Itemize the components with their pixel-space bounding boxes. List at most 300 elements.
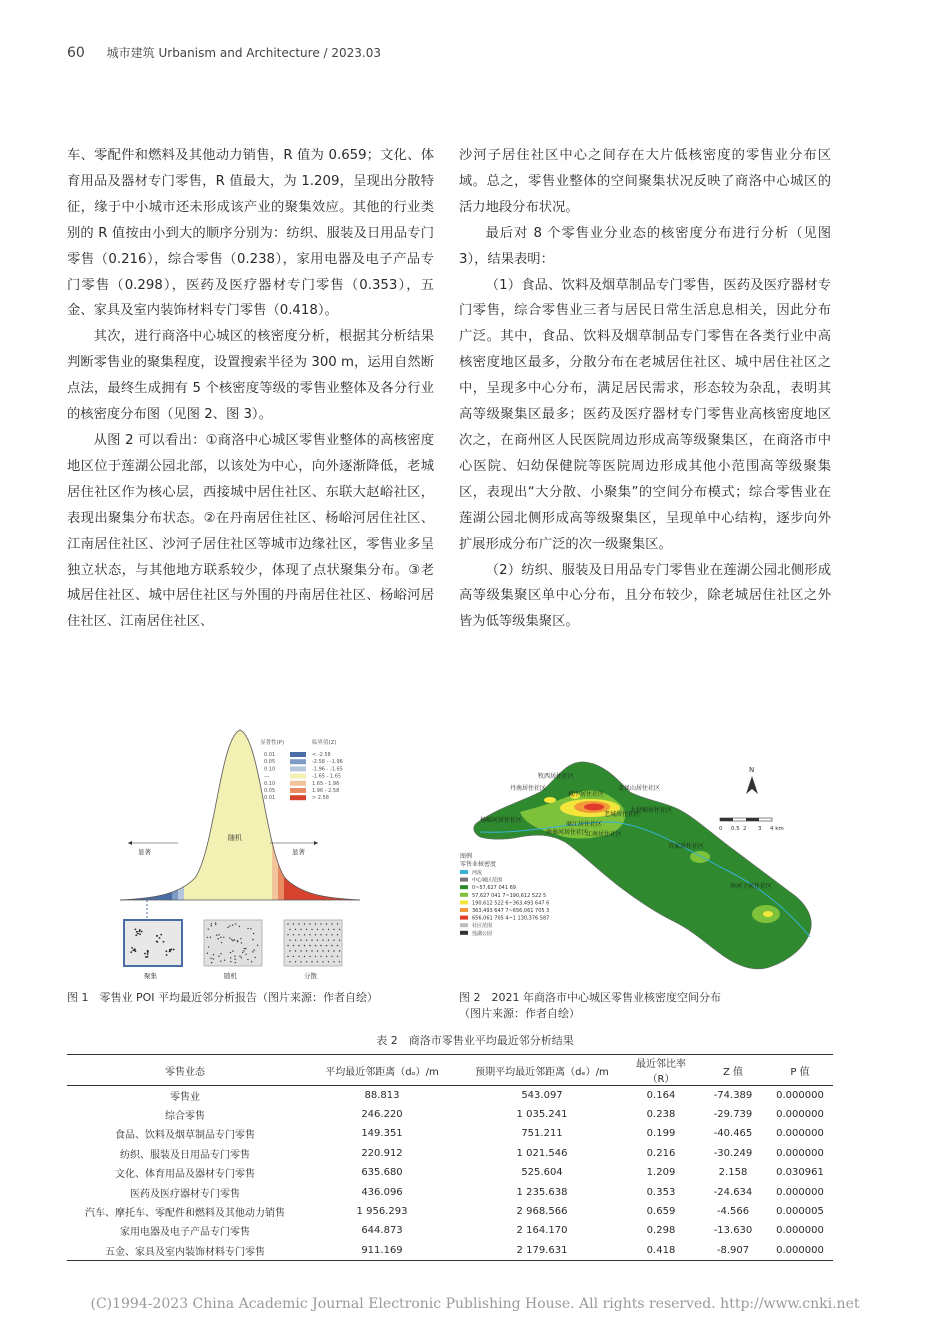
table-cell: 436.096: [361, 1186, 403, 1198]
dot-cluster: [130, 951, 132, 953]
dot-random: [215, 922, 216, 923]
table-cell: 751.211: [521, 1128, 563, 1140]
dot-dispersed: [289, 929, 290, 930]
dot-dispersed: [311, 950, 312, 951]
dot-random: [252, 951, 253, 952]
dot-dispersed: [298, 956, 299, 957]
dot-dispersed: [315, 934, 316, 935]
table-cell: 汽车、摩托车、零配件和燃料及其他动力销售: [85, 1208, 285, 1220]
dot-cluster: [144, 953, 146, 955]
legend-label: 363,493 647 7~656,061 705 3: [472, 908, 550, 914]
table-cell: -8.907: [699, 1241, 767, 1260]
dot-random: [244, 948, 245, 949]
legend-subtitle: 零售业核密度: [460, 861, 497, 868]
dot-random: [217, 938, 218, 939]
legend-swatch: [290, 774, 306, 779]
legend-z-value: -1.96 - -1.65: [312, 766, 343, 773]
dot-random: [252, 939, 253, 940]
dot-dispersed: [326, 956, 327, 957]
dot-random: [230, 957, 231, 958]
legend-title: 图例: [460, 853, 473, 860]
dot-dispersed: [309, 923, 310, 924]
table-cell: 911.169: [303, 1241, 461, 1260]
dot-random: [239, 955, 240, 956]
table-2-caption: 表 2 商洛市零售业平均最近邻分析结果: [376, 1034, 574, 1047]
dot-random: [224, 960, 225, 961]
label-significant-right: 显著: [292, 848, 305, 856]
dot-dispersed: [295, 961, 296, 962]
table-cell: 0.000005: [776, 1206, 824, 1218]
table-cell: 149.351: [361, 1128, 403, 1140]
dot-random: [253, 933, 254, 934]
dot-dispersed: [306, 950, 307, 951]
dot-dispersed: [289, 961, 290, 962]
dot-dispersed: [311, 929, 312, 930]
table-2-nearest-neighbor-results: [67, 1054, 833, 1261]
table-row: [67, 1202, 833, 1221]
paragraph: （2）纺织、服装及日用品专门零售业在莲湖公园北侧形成高等级集聚区单中心分布，且分布较少，除老城居住社区之外皆为低等级集聚区。: [459, 562, 831, 630]
table-cell: 2 164.170: [516, 1225, 568, 1237]
table-cell: 0.164: [646, 1089, 676, 1101]
table-cell: 2 179.631: [461, 1241, 623, 1260]
dot-cluster: [169, 951, 171, 953]
district-label: 城中居住社区: [568, 791, 605, 798]
dot-dispersed: [287, 945, 288, 946]
dot-dispersed: [304, 956, 305, 957]
dot-cluster: [139, 933, 141, 935]
table-cell: 0.000000: [776, 1089, 824, 1101]
scale-label: 4 km: [770, 826, 784, 832]
dot-dispersed: [333, 929, 334, 930]
dot-dispersed: [306, 961, 307, 962]
dot-dispersed: [339, 961, 340, 962]
legend-swatch: [290, 781, 306, 786]
table-row: [67, 1105, 833, 1124]
table-header-row: [67, 1055, 833, 1086]
figure-2-caption: [459, 990, 721, 1022]
district-label: 老城居住社区: [604, 811, 641, 818]
dot-cluster: [134, 948, 136, 950]
table-cell: -24.634: [713, 1186, 753, 1198]
legend-p-value: 0.01: [264, 795, 276, 802]
legend-z-header: 临界值(Z): [312, 740, 337, 746]
dot-random: [232, 940, 233, 941]
dot-dispersed: [328, 940, 329, 941]
table-cell: 纺织、服装及日用品专门零售: [120, 1149, 250, 1161]
dot-dispersed: [300, 961, 301, 962]
dot-random: [220, 937, 221, 938]
dot-random: [231, 939, 232, 940]
table-cell: -40.465: [713, 1128, 753, 1140]
dot-dispersed: [293, 956, 294, 957]
dot-random: [211, 925, 212, 926]
table-cell: 525.604: [521, 1167, 563, 1179]
table-cell: 644.873: [361, 1225, 403, 1237]
table-row: [67, 1124, 833, 1143]
dot-cluster: [132, 950, 134, 952]
dot-dispersed: [337, 934, 338, 935]
dot-dispersed: [287, 956, 288, 957]
legend-p-header: 显著性(P): [260, 740, 285, 746]
dot-dispersed: [315, 923, 316, 924]
dot-random: [210, 958, 211, 959]
legend-label: 656,061 705 4~1 130,376 587: [472, 915, 550, 922]
dot-random: [234, 959, 235, 960]
legend-z-value: -1.65 - 1.65: [312, 773, 342, 780]
north-label: N: [749, 766, 755, 774]
dot-dispersed: [300, 940, 301, 941]
legend-label: 190,612 522 6~363,493 647 6: [472, 900, 550, 907]
legend-p-value: ---: [264, 773, 270, 780]
dot-dispersed: [289, 950, 290, 951]
dot-cluster: [165, 950, 167, 952]
page-header: [67, 44, 381, 61]
dot-random: [211, 962, 212, 963]
legend-swatch: [290, 759, 306, 764]
dot-random: [234, 956, 235, 957]
dot-random: [232, 950, 233, 951]
dot-dispersed: [287, 934, 288, 935]
district-label: 青家居住社区: [668, 843, 705, 850]
dot-random: [229, 937, 230, 938]
dot-dispersed: [317, 961, 318, 962]
dot-cluster: [169, 949, 171, 951]
dot-random: [240, 938, 241, 939]
table-cell: 零售业: [170, 1091, 200, 1103]
dot-dispersed: [339, 929, 340, 930]
scale-label: 2: [743, 826, 747, 832]
paragraph: 其次，进行商洛中心城区的核密度分析，根据其分析结果判断零售业的聚集程度，设置搜索半径为 300 m，运用自然断点法，最终生成拥有 5 个核密度等级的零售业整体及各分行业的核密度分布图（见图 2、图 3）。: [67, 329, 434, 423]
dot-dispersed: [333, 961, 334, 962]
dot-cluster: [147, 950, 149, 952]
table-cell: 2 968.566: [516, 1206, 568, 1218]
district-label: 杨峪河居住社区: [480, 817, 523, 824]
paragraph: 沙河子居住社区中心之间存在大片低核密度的零售业分布区域。总之，零售业整体的空间聚集状况反映了商洛中心城区的活力地段分布状况。: [459, 148, 831, 215]
legend-z-value: < -2.58: [312, 752, 331, 758]
dot-dispersed: [331, 923, 332, 924]
dot-random: [218, 956, 219, 957]
panel-label-cluster: 聚集: [144, 972, 157, 980]
table-cell: 0.030961: [776, 1167, 824, 1179]
dot-dispersed: [328, 929, 329, 930]
dot-dispersed: [311, 961, 312, 962]
dot-random: [213, 954, 214, 955]
scale-label: 3: [758, 826, 762, 832]
dot-dispersed: [331, 956, 332, 957]
dot-random: [223, 937, 224, 938]
dot-cluster: [135, 929, 137, 931]
dot-random: [229, 925, 230, 926]
table-header: 预期平均最近邻距离（dₑ）/m: [461, 1055, 623, 1086]
dot-dispersed: [289, 940, 290, 941]
table-cell: 0.216: [646, 1147, 676, 1159]
legend-swatch: [290, 788, 306, 793]
table-row: [67, 1241, 833, 1260]
legend-swatch: [460, 900, 468, 904]
table-header: 平均最近邻距离（dₒ）/m: [303, 1055, 461, 1086]
figure-1-caption: 图 1 零售业 POI 平均最近邻分析报告（图片来源：作者自绘）: [67, 991, 379, 1004]
table-cell: 1 035.241: [516, 1109, 568, 1121]
table-cell: 综合零售: [165, 1111, 205, 1123]
dot-dispersed: [317, 950, 318, 951]
dot-dispersed: [298, 934, 299, 935]
dot-dispersed: [315, 945, 316, 946]
dot-random: [239, 926, 240, 927]
table-cell: 1.209: [646, 1167, 676, 1179]
table-row: [67, 1163, 833, 1182]
dot-dispersed: [293, 945, 294, 946]
scale-label: 0: [719, 826, 723, 832]
dot-dispersed: [306, 929, 307, 930]
dot-cluster: [147, 953, 149, 955]
legend-p-value: 0.05: [264, 759, 276, 766]
dot-dispersed: [322, 929, 323, 930]
dot-cluster: [163, 941, 165, 943]
table-cell: 0.298: [646, 1225, 676, 1237]
dot-dispersed: [339, 950, 340, 951]
figure-2-caption-line2: （图片来源：作者自绘）: [459, 1007, 580, 1020]
table-cell: 543.097: [521, 1089, 563, 1101]
dot-cluster: [159, 937, 161, 939]
dot-random: [220, 953, 221, 954]
table-cell: 0.353: [646, 1186, 676, 1198]
dot-dispersed: [295, 929, 296, 930]
legend-z-value: 1.96 - 2.58: [312, 788, 340, 794]
dot-dispersed: [339, 940, 340, 941]
dot-cluster: [135, 950, 137, 952]
dot-random: [251, 961, 252, 962]
legend-swatch: [460, 870, 468, 874]
dot-random: [227, 927, 228, 928]
district-label: 丹南居住社区: [510, 785, 547, 792]
dot-cluster: [156, 935, 158, 937]
legend-swatch: [460, 916, 468, 920]
legend-p-value: 0.05: [264, 788, 276, 794]
district-label: 南秦河居住社区: [546, 829, 589, 836]
dot-dispersed: [317, 940, 318, 941]
dot-dispersed: [295, 950, 296, 951]
district-label: 沙河子居住社区: [730, 883, 773, 890]
district-label: 商江居住社区: [566, 821, 603, 828]
dot-dispersed: [331, 934, 332, 935]
table-cell: 0.000000: [776, 1147, 824, 1159]
panel-label-dispersed: 分散: [304, 972, 317, 980]
dot-random: [211, 923, 212, 924]
figure-1-nearest-neighbor-report: [120, 728, 380, 983]
dot-random: [213, 958, 214, 959]
table-row: [67, 1144, 833, 1163]
dot-random: [247, 959, 248, 960]
legend-swatch: [460, 893, 468, 897]
dot-random: [210, 937, 211, 938]
dot-dispersed: [300, 950, 301, 951]
table-cell: -74.389: [713, 1089, 753, 1101]
dot-random: [241, 957, 242, 958]
dot-dispersed: [306, 940, 307, 941]
dot-random: [254, 957, 255, 958]
legend-swatch: [460, 878, 468, 882]
dot-dispersed: [322, 961, 323, 962]
legend-swatch: [290, 752, 306, 757]
dot-random: [247, 928, 248, 929]
dot-dispersed: [320, 945, 321, 946]
dot-dispersed: [298, 945, 299, 946]
table-cell: 0.418: [623, 1241, 699, 1260]
dot-dispersed: [322, 940, 323, 941]
paragraph: （1）食品、饮料及烟草制品专门零售，医药及医疗器材专门零售，综合零售业三者与居民日常生活息息相关，因此分布广泛。其中，食品、饮料及烟草制品专门零售在各类行业中高核密度地区最多，分散分布在老城居住社区、城中居住社区之中，呈现多中心分布，满足居民需求，形态较为杂乱，表明其高等级聚集区最多；医药及医疗器材专门零售业高核密度地区次之，在商州区人民医院周边形成高等级聚集区，在商洛市中心医院、妇幼保健院等医院周边形成其他小范围高等级聚集区，表现出“大分散、小聚集”的空间分布模式；综合零售业在莲湖公园北侧形成高等级聚集区，呈现单中心结构，逐步向外扩展形成分布广泛的次一级聚集区。: [459, 277, 831, 552]
table-row: [67, 1086, 833, 1105]
table-cell: 2.158: [718, 1167, 748, 1179]
dot-dispersed: [309, 956, 310, 957]
figure-2-kernel-density-map: [460, 752, 820, 982]
table-cell: 0.000000: [767, 1241, 833, 1260]
table-cell: 635.680: [361, 1167, 403, 1179]
dot-dispersed: [328, 950, 329, 951]
table-cell: 0.000000: [776, 1109, 824, 1121]
table-header: 最近邻比率（R）: [623, 1055, 699, 1086]
label-random: 随机: [228, 834, 242, 842]
table-cell: 0.000000: [776, 1186, 824, 1198]
table-cell: 0.659: [646, 1206, 676, 1218]
panel-label-random: 随机: [224, 972, 237, 980]
dot-dispersed: [317, 929, 318, 930]
legend-label: 社区范围: [472, 923, 493, 930]
table-cell: 1 235.638: [516, 1186, 568, 1198]
dot-dispersed: [311, 940, 312, 941]
table-cell: -4.566: [716, 1206, 750, 1218]
dot-dispersed: [295, 940, 296, 941]
dot-dispersed: [328, 961, 329, 962]
dot-dispersed: [337, 923, 338, 924]
dot-dispersed: [287, 923, 288, 924]
table-cell: 0.199: [646, 1128, 676, 1140]
dot-dispersed: [300, 929, 301, 930]
legend-swatch: [460, 885, 468, 889]
table-cell: 0.238: [646, 1109, 676, 1121]
dot-random: [218, 934, 219, 935]
dot-dispersed: [298, 923, 299, 924]
dot-random: [234, 939, 235, 940]
dot-random: [237, 941, 238, 942]
table-cell: 文化、体育用品及器材专门零售: [115, 1169, 255, 1181]
dot-random: [230, 952, 231, 953]
dot-cluster: [160, 934, 162, 936]
page-number: 60: [67, 45, 85, 61]
dot-dispersed: [304, 945, 305, 946]
dot-cluster: [147, 956, 149, 958]
legend-p-value: 0.01: [264, 752, 276, 758]
dot-random: [241, 942, 242, 943]
legend-z-value: -2.58 - -1.96: [312, 759, 343, 766]
left-column: [67, 143, 434, 635]
table-header: 零售业态: [67, 1055, 303, 1086]
table-cell: 88.813: [364, 1089, 400, 1101]
dot-dispersed: [293, 923, 294, 924]
legend-label: 中心城区范围: [472, 877, 503, 884]
paragraph: 车、零配件和燃料及其他动力销售，R 值为 0.659；文化、体育用品及器材专门零售，R 值最大，为 1.209，呈现出分散特征，缘于中小城市还未形成该产业的聚集效应。其他的行业类别的 R 值按由小到大的顺序分别为：纺织、服装及日用品专门零售（0.216），综合零售（0.238），家用电器及电子产品专门零售（0.298），医药及医疗器材专门零售（0.353），五金、家具及室内装饰材料专门零售（0.418）。: [67, 148, 434, 319]
dot-dispersed: [326, 934, 327, 935]
legend-label: 0~57,627 041 69: [472, 885, 516, 892]
scale-label: 0.5: [731, 826, 740, 832]
dot-random: [245, 948, 246, 949]
legend-label: 莲湖公园: [472, 930, 493, 937]
dot-dispersed: [320, 956, 321, 957]
dot-random: [230, 961, 231, 962]
dot-dispersed: [326, 945, 327, 946]
dot-dispersed: [304, 923, 305, 924]
paragraph: 最后对 8 个零售业分业态的核密度分布进行分析（见图 3），结果表明：: [459, 225, 831, 267]
legend-label: 河流: [472, 870, 483, 876]
dot-dispersed: [337, 956, 338, 957]
dot-random: [208, 928, 209, 929]
legend-swatch: [290, 795, 306, 800]
dot-dispersed: [293, 934, 294, 935]
dot-random: [253, 949, 254, 950]
dot-dispersed: [304, 934, 305, 935]
legend-swatch: [460, 908, 468, 912]
district-label: 大赵峪居住社区: [630, 807, 673, 814]
dot-dispersed: [331, 945, 332, 946]
copyright-footer: (C)1994-2023 China Academic Journal Electronic Publishing House. All rights reserved. http://www.cnki.net: [90, 1296, 860, 1312]
dot-cluster: [173, 949, 175, 951]
table-cell: 0.000000: [776, 1128, 824, 1140]
table-row: [67, 1221, 833, 1240]
dot-dispersed: [320, 934, 321, 935]
legend-z-value: > 2.58: [312, 795, 329, 802]
legend-swatch: [460, 931, 468, 935]
dot-random: [242, 952, 243, 953]
district-label: 江南居住社区: [586, 831, 623, 838]
dot-cluster: [139, 929, 141, 931]
dot-random: [208, 946, 209, 947]
table-cell: -13.630: [713, 1225, 753, 1237]
dot-random: [250, 928, 251, 929]
dot-cluster: [135, 934, 137, 936]
legend-swatch: [290, 766, 306, 771]
dot-random: [232, 924, 233, 925]
dot-random: [245, 954, 246, 955]
dot-random: [235, 923, 236, 924]
dot-random: [216, 934, 217, 935]
table-cell: -30.249: [713, 1147, 753, 1159]
paragraph: 从图 2 可以看出：①商洛中心城区零售业整体的高核密度地区位于莲湖公园北部，以该处为中心，向外逐渐降低，老城居住社区作为核心层，西接城中居住社区、东联大赵峪社区，表现出聚集分布状态。②在丹南居住社区、杨峪河居住社区、江南居住社区、沙河子居住社区等城市边缘社区，零售业多呈独立状态，与其他地方联系较少，体现了点状聚集分布。③老城居住社区、城中居住社区与外围的丹南居住社区、杨峪河居住社区、江南居住社区、: [67, 432, 434, 630]
table-cell: 246.220: [361, 1109, 403, 1121]
dot-random: [220, 961, 221, 962]
dot-cluster: [141, 931, 143, 933]
label-significant-left: 显著: [138, 848, 151, 856]
legend-swatch: [460, 923, 468, 927]
dot-random: [257, 944, 258, 945]
dot-random: [221, 942, 222, 943]
legend-z-value: 1.65 - 1.96: [312, 780, 340, 787]
table-header: P 值: [767, 1055, 833, 1086]
dot-random: [207, 953, 208, 954]
dot-cluster: [136, 931, 138, 933]
legend-label: 57,627 041 7~190,612 522 5: [472, 892, 547, 899]
figure-2-caption-line1: 图 2 2021 年商洛市中心城区零售业核密度空间分布: [459, 991, 721, 1004]
dot-dispersed: [309, 934, 310, 935]
district-label: 牧西居住社区: [538, 773, 575, 780]
dot-dispersed: [315, 956, 316, 957]
table-cell: 1 956.293: [356, 1206, 408, 1218]
table-row: [67, 1182, 833, 1201]
table-cell: 1 021.546: [516, 1147, 568, 1159]
north-arrow-icon: [746, 776, 758, 794]
dot-random: [207, 937, 208, 938]
dot-random: [243, 950, 244, 951]
right-column: [459, 143, 831, 635]
table-cell: 0.000000: [776, 1225, 824, 1237]
